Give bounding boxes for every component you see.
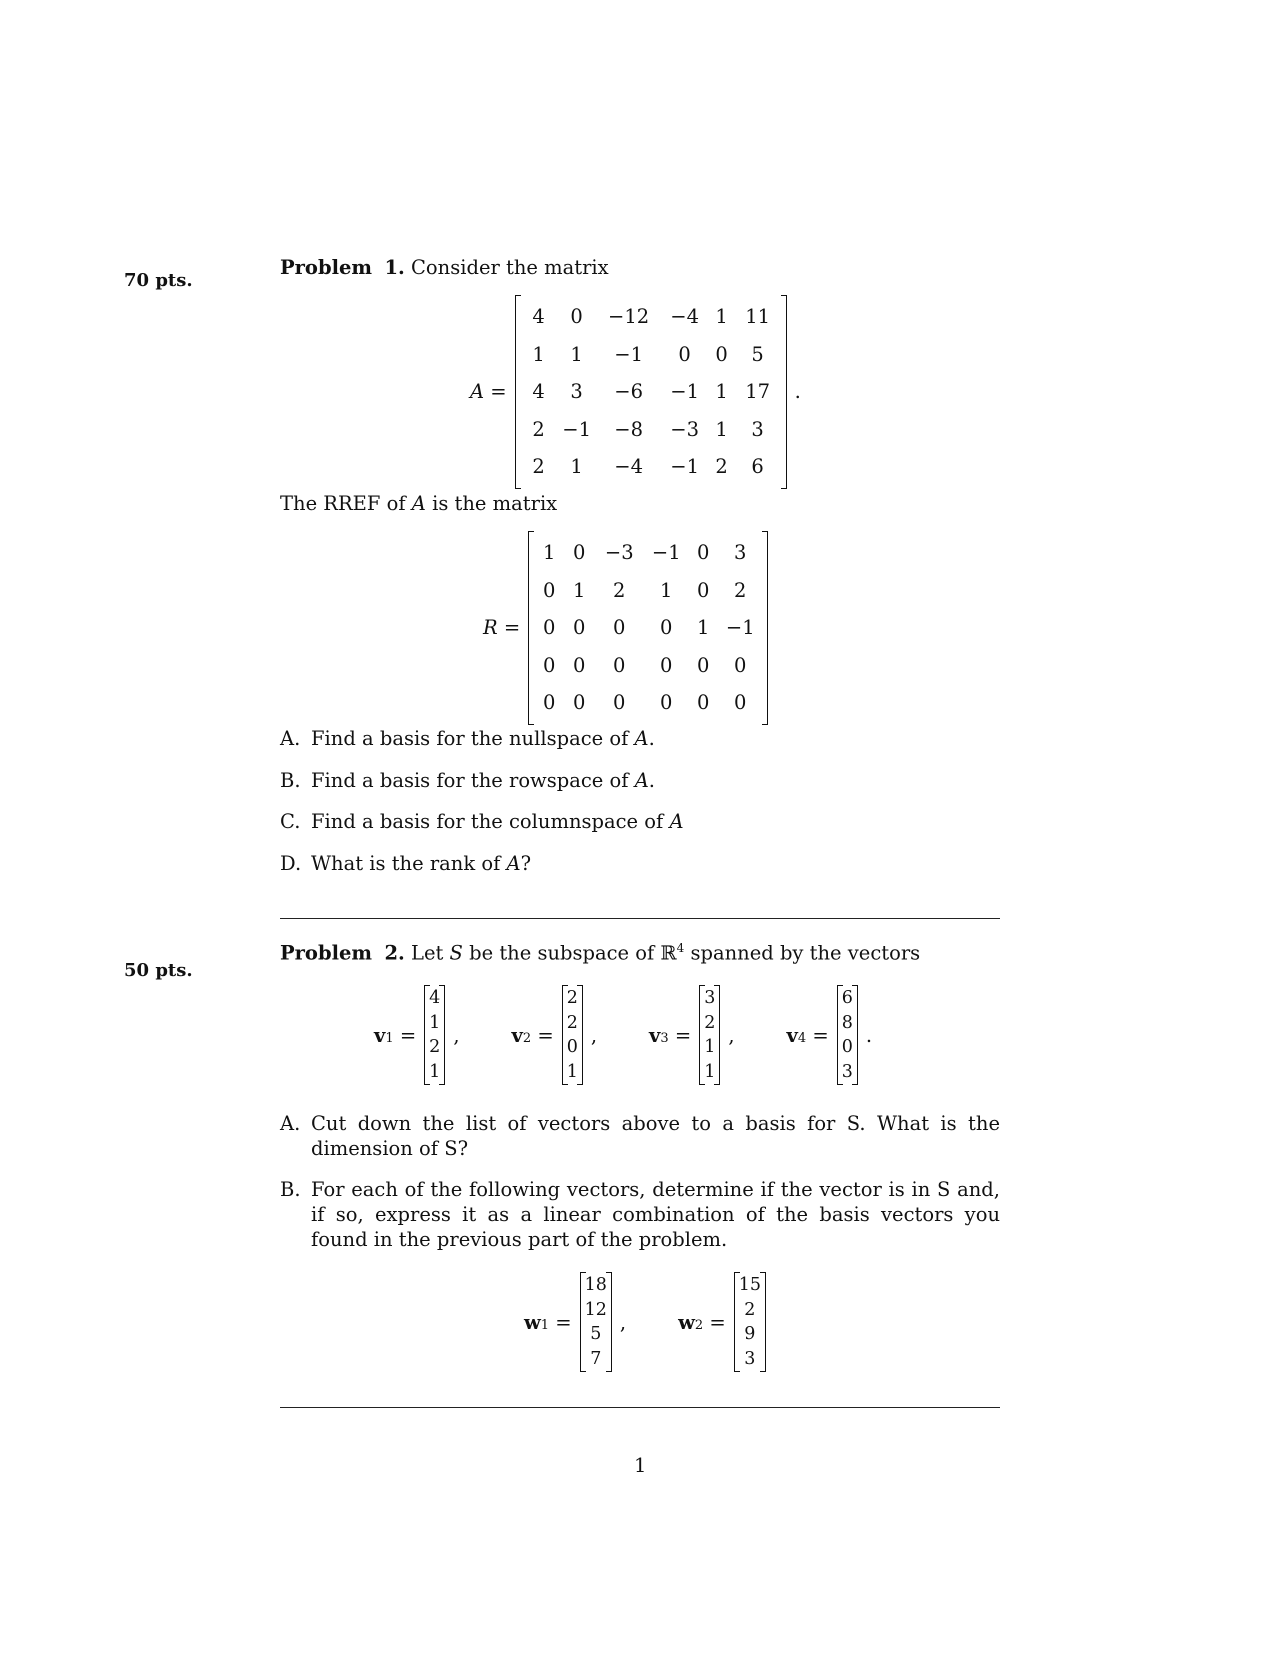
vector-v3-entry: 2 <box>704 1012 716 1033</box>
vector-w1-entry: 12 <box>584 1299 607 1320</box>
vector-v3: v3 = 3 2 1 1 , <box>649 985 735 1085</box>
vector-w2-entry: 2 <box>744 1299 756 1320</box>
matrix-A-cell: 1 <box>570 455 583 479</box>
vector-v1-entry: 1 <box>429 1061 441 1082</box>
matrix-R-cell: 0 <box>573 653 586 677</box>
vector-v1-entry: 4 <box>429 988 441 1009</box>
matrix-R-cell: 0 <box>697 653 710 677</box>
matrix-A-cell: −4 <box>614 455 643 479</box>
matrix-R-cell: 0 <box>660 691 673 715</box>
matrix-A-cell: 17 <box>745 380 771 404</box>
rref-intro-prefix: The RREF of <box>280 492 406 515</box>
matrix-R-cell: 0 <box>573 691 586 715</box>
vector-v1: v1 = 4 1 2 1 , <box>374 985 460 1085</box>
vector-w2-entry: 9 <box>744 1324 756 1345</box>
matrix-R-cell: 1 <box>543 541 556 565</box>
divider-2 <box>280 1407 1000 1408</box>
vector-w2: w2 = 15 2 9 3 <box>678 1272 774 1372</box>
matrix-A-cell: 0 <box>570 305 583 329</box>
matrix-A-cell: −1 <box>670 380 699 404</box>
matrix-A-cell: 3 <box>751 417 764 441</box>
problem1-heading-number: 1. <box>384 256 405 279</box>
rref-intro-suffix: is the matrix <box>432 492 558 515</box>
matrix-A-cell: 3 <box>570 380 583 404</box>
matrix-A-row <box>521 373 781 411</box>
matrix-A-cell: −8 <box>614 417 643 441</box>
matrix-A-row <box>521 336 781 374</box>
vector-v4-matrix <box>837 985 858 1085</box>
matrix-R-cell: 0 <box>613 616 626 640</box>
matrix-R-cell: −1 <box>725 616 755 640</box>
vector-w2-entry: 3 <box>744 1348 756 1369</box>
matrix-A-cell: 1 <box>715 305 728 329</box>
matrix-A-cell: 1 <box>715 380 728 404</box>
matrix-R-row <box>534 572 762 610</box>
matrix-R-cell: −1 <box>651 541 681 565</box>
matrix-R-cell: 0 <box>573 541 586 565</box>
matrix-R-cell: 0 <box>543 653 556 677</box>
problem2-heading-number: 2. <box>384 941 405 965</box>
vector-v1-entry: 2 <box>429 1037 441 1058</box>
vector-v3-entry: 3 <box>704 988 716 1009</box>
matrix-A-cell: −12 <box>608 305 650 329</box>
matrix-R-table <box>534 534 762 722</box>
problem1-question-a: A. Find a basis for the nullspace of A. <box>280 727 655 750</box>
matrix-A <box>515 295 787 489</box>
divider-1 <box>280 918 1000 919</box>
vector-v4-entry: 6 <box>841 988 853 1009</box>
vector-v3-matrix <box>699 985 720 1085</box>
v-vectors-row <box>374 985 872 1085</box>
matrix-R-label: R = <box>483 616 521 640</box>
matrix-A-row <box>521 448 781 486</box>
matrix-R-cell: 0 <box>697 691 710 715</box>
matrix-R-row <box>534 534 762 572</box>
vector-v4-entry: 3 <box>841 1061 853 1082</box>
matrix-R-row <box>534 609 762 647</box>
vector-v2-matrix <box>562 985 583 1085</box>
matrix-A-cell: 2 <box>532 417 545 441</box>
matrix-R-cell: 2 <box>734 578 747 602</box>
matrix-R-cell: 2 <box>613 578 626 602</box>
matrix-R-cell: 1 <box>660 578 673 602</box>
problem2-part-b: B. For each of the following vectors, determine if the vector is in S and, if so, express it as a linear combination of the basis vectors you found in the previous part of the problem. <box>280 1178 1000 1251</box>
matrix-A-cell: 0 <box>678 342 691 366</box>
matrix-A-cell: −1 <box>614 342 643 366</box>
matrix-R-equation <box>483 531 768 725</box>
vector-v4-entry: 0 <box>841 1037 853 1058</box>
rref-intro <box>280 492 557 515</box>
matrix-A-equation <box>470 295 801 489</box>
w-vectors-row <box>524 1272 774 1372</box>
vector-v2-entry: 2 <box>566 1012 578 1033</box>
matrix-R-cell: 1 <box>573 578 586 602</box>
vector-w2-matrix <box>734 1272 766 1372</box>
vector-v2-entry: 2 <box>566 988 578 1009</box>
vector-w1-entry: 7 <box>590 1348 602 1369</box>
matrix-A-cell: −3 <box>670 417 699 441</box>
problem2-heading: Problem 2. Let S be the subspace of ℝ$^4$ spanned by the vectors <box>280 941 921 965</box>
matrix-A-cell: −1 <box>562 417 591 441</box>
problem1-question-c: C. Find a basis for the columnspace of A <box>280 810 684 833</box>
matrix-A-cell: 2 <box>715 455 728 479</box>
vector-v1-matrix <box>424 985 445 1085</box>
matrix-A-period: . <box>794 380 801 404</box>
problem1-question-d: D. What is the rank of A? <box>280 852 532 875</box>
vector-w1-matrix <box>580 1272 612 1372</box>
problem2-heading-word: Problem <box>280 941 373 965</box>
matrix-A-cell: 6 <box>751 455 764 479</box>
vector-v2-entry: 0 <box>566 1037 578 1058</box>
matrix-R-cell: 0 <box>613 653 626 677</box>
matrix-A-cell: 4 <box>532 305 545 329</box>
matrix-R-cell: 0 <box>543 578 556 602</box>
matrix-R-row <box>534 647 762 685</box>
matrix-A-cell: −4 <box>670 305 699 329</box>
matrix-R-row <box>534 684 762 722</box>
vector-v4-entry: 8 <box>841 1012 853 1033</box>
matrix-A-cell: 5 <box>751 342 764 366</box>
matrix-R-cell: 0 <box>613 691 626 715</box>
matrix-R-cell: 0 <box>543 616 556 640</box>
vector-w1-entry: 18 <box>584 1275 607 1296</box>
problem2-points: 50 pts. <box>124 960 193 981</box>
problem1-heading-word: Problem <box>280 256 373 279</box>
matrix-R-cell: 0 <box>573 616 586 640</box>
matrix-R-cell: 0 <box>660 653 673 677</box>
matrix-R-cell: 1 <box>697 616 710 640</box>
matrix-A-label: A = <box>470 380 507 404</box>
vector-w2-entry: 15 <box>738 1275 762 1296</box>
page-number: 1 <box>634 1454 647 1477</box>
matrix-R-cell: 0 <box>697 541 710 565</box>
matrix-A-cell: 1 <box>570 342 583 366</box>
vector-v1-entry: 1 <box>429 1012 441 1033</box>
problem1-heading <box>280 256 609 279</box>
vector-v2-entry: 1 <box>566 1061 578 1082</box>
matrix-A-row <box>521 298 781 336</box>
problem1-intro: Consider the matrix <box>411 256 609 279</box>
vector-v4: v4 = 6 8 0 3 . <box>787 985 873 1085</box>
problem2-part-a: A. Cut down the list of vectors above to a basis for S. What is the dimension of S? <box>280 1112 1000 1160</box>
problem1-points: 70 pts. <box>124 270 193 291</box>
vector-v3-entry: 1 <box>704 1061 716 1082</box>
matrix-R-cell: 0 <box>543 691 556 715</box>
matrix-R-cell: 0 <box>660 616 673 640</box>
matrix-A-cell: −6 <box>614 380 643 404</box>
matrix-R-cell: 0 <box>734 691 747 715</box>
matrix-R-cell: 3 <box>734 541 747 565</box>
matrix-A-cell: 11 <box>745 305 771 329</box>
vector-v3-entry: 1 <box>704 1037 716 1058</box>
matrix-A-table <box>521 298 781 486</box>
vector-w1-entry: 5 <box>590 1324 602 1345</box>
problem1-question-b: B. Find a basis for the rowspace of A. <box>280 769 655 792</box>
matrix-A-row <box>521 411 781 449</box>
matrix-A-cell: 1 <box>715 417 728 441</box>
matrix-A-cell: 2 <box>532 455 545 479</box>
matrix-R <box>528 531 768 725</box>
matrix-A-cell: 1 <box>532 342 545 366</box>
matrix-A-cell: 4 <box>532 380 545 404</box>
matrix-R-cell: 0 <box>734 653 747 677</box>
vector-v2: v2 = 2 2 0 1 , <box>512 985 598 1085</box>
vector-w1: w1 = 18 12 5 7 , <box>524 1272 626 1372</box>
rref-intro-var: A <box>411 492 426 515</box>
matrix-A-cell: 0 <box>715 342 728 366</box>
matrix-A-cell: −1 <box>670 455 699 479</box>
matrix-R-cell: −3 <box>604 541 634 565</box>
matrix-R-cell: 0 <box>697 578 710 602</box>
